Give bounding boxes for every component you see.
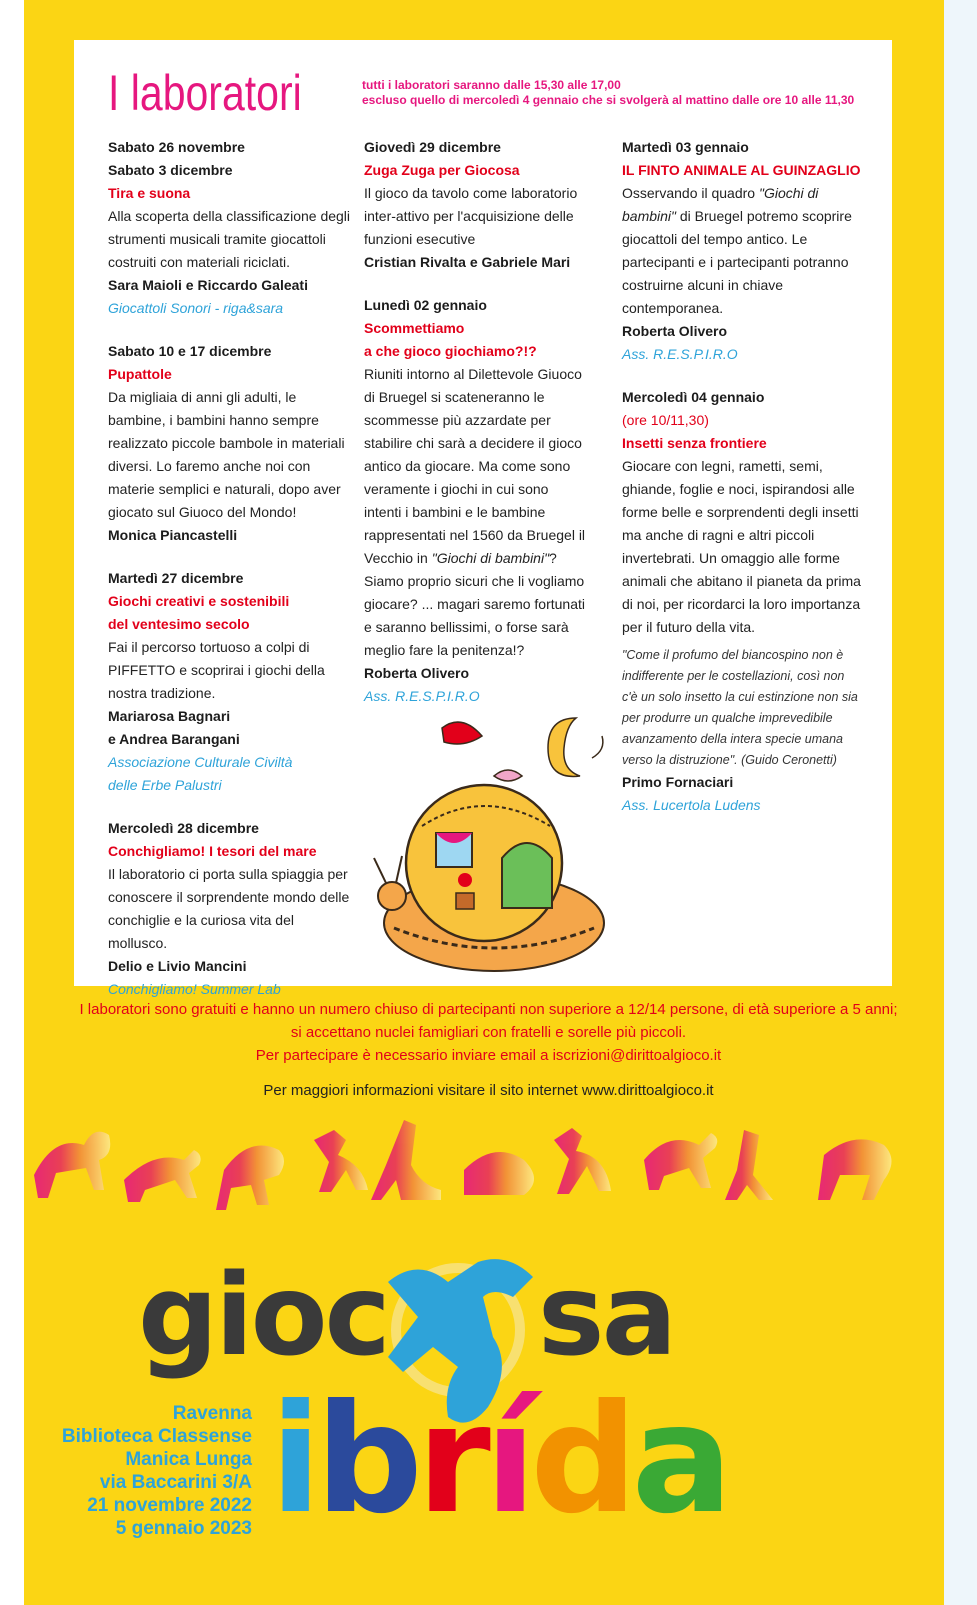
workshop-description: Alla scoperta della classificazione degli strumenti musicali tramite giocattoli costruiti con materiali riciclati. (108, 208, 351, 270)
info-line: Per partecipare è necessario inviare email a iscrizioni@dirittoalgioco.it (255, 1047, 722, 1064)
workshop-date: Sabato 26 novembre (108, 139, 245, 155)
logo-letter: d (530, 1373, 632, 1547)
participation-info (0, 998, 977, 1102)
workshop-organization: Conchigliamo! Summer Lab (108, 981, 281, 997)
workshop-leader: Sara Maioli e Riccardo Galeati (108, 277, 308, 293)
side-strip (944, 0, 977, 1605)
logo-letter: a (631, 1373, 727, 1547)
workshop-leader: Roberta Olivero (622, 323, 728, 339)
schedule-note-line2: escluso quello di mercoledì 4 gennaio che si svolgerà al mattino dalle ore 10 alle 11,30 (362, 93, 855, 107)
page-title: I laboratori (108, 65, 302, 121)
logo-text: gioc (138, 1251, 388, 1381)
venue-place: Biblioteca Classense (61, 1426, 252, 1447)
painting-title: "Giochi di bambini" (431, 550, 550, 566)
workshop-description (364, 363, 589, 662)
workshop-leader: Monica Piancastelli (108, 527, 238, 543)
workshop-title: del ventesimo secolo (108, 616, 250, 632)
event-end-date: 5 gennaio 2023 (115, 1518, 252, 1539)
description-text: di Bruegel potremo scoprire giocattoli del tempo antico. Le partecipanti e i partecipanti potranno costruirne alcuni in chiave contemporanea. (622, 208, 852, 316)
venue-info (40, 1402, 252, 1540)
workshop-title: a che gioco giochiamo?!? (364, 343, 537, 359)
workshop-title: IL FINTO ANIMALE AL GUINZAGLIO (622, 162, 861, 178)
workshop-organization: Ass. R.E.S.P.I.R.O (622, 346, 738, 362)
workshop-date: Martedì 27 dicembre (108, 570, 244, 586)
workshop-description (622, 182, 862, 320)
snail-house-illustration (344, 708, 614, 978)
workshop-description: Giocare con legni, rametti, semi, ghiande, foglie e noci, ispirandosi alle forme belle e sorprendenti degli insetti ma anche di ragni e altri piccoli invertebrati. Un omaggio alle forme animali che abitano il pianeta da prima di noi, per ricordarci la loro importanza per il futuro della vita. (622, 458, 861, 635)
acrobat-silhouettes (24, 1100, 944, 1210)
workshop-title: Giochi creativi e sostenibili (108, 593, 290, 609)
workshop-date: Mercoledì 04 gennaio (622, 389, 765, 405)
workshop-title: Tira e suona (108, 185, 191, 201)
website-info: Per maggiori informazioni visitare il sito internet www.dirittoalgioco.it (263, 1082, 714, 1099)
workshop-leader: Cristian Rivalta e Gabriele Mari (364, 254, 571, 270)
logo-text: sa (537, 1251, 675, 1381)
workshop-title: Scommettiamo (364, 320, 465, 336)
workshop-description: Il laboratorio ci porta sulla spiaggia per conoscere il sorprendente mondo delle conchiglie e la curiosa vita del mollusco. (108, 866, 350, 951)
workshop-description: Il gioco da tavolo come laboratorio inter-attivo per l'acquisizione delle funzioni esecutive (364, 185, 578, 247)
column-1 (108, 136, 353, 1021)
workshop-organization: Giocattoli Sonori - riga&sara (108, 300, 284, 316)
painting-title: "Giochi di bambini" (622, 185, 819, 224)
workshop-finto-animale (622, 136, 862, 366)
schedule-note-line1: tutti i laboratori saranno dalle 15,30 alle 17,00 (362, 78, 621, 92)
workshop-date: Martedì 03 gennaio (622, 139, 749, 155)
info-line: si accettano nuclei famigliari con fratelli e sorelle più piccoli. (290, 1024, 687, 1041)
workshop-date: Giovedì 29 dicembre (364, 139, 501, 155)
venue-place: Manica Lunga (125, 1449, 252, 1470)
ibrida-logo-text (270, 1373, 727, 1547)
workshop-leader: Mariarosa Bagnari (108, 708, 231, 724)
workshop-scommettiamo (364, 294, 589, 708)
workshop-tira-e-suona (108, 136, 353, 320)
workshop-quote: "Come il profumo del biancospino non è indifferente per le costellazioni, così non c'è un solo insetto la cui estinzione non sia per produrre un qualche imprevedibile avanzamento della intera specie umana verso la distruzione". (Guido Ceronetti) (622, 648, 858, 767)
workshop-insetti (622, 386, 862, 817)
info-line: I laboratori sono gratuiti e hanno un numero chiuso di partecipanti non superiore a 12/14 persone, di età superiore a 5 anni; (79, 1001, 898, 1018)
workshop-title: Conchigliamo! I tesori del mare (108, 843, 317, 859)
program-sheet (74, 40, 892, 997)
workshop-giochi-creativi (108, 567, 353, 797)
event-start-date: 21 novembre 2022 (87, 1495, 252, 1516)
description-text: Riuniti intorno al Dilettevole Giuoco di Bruegel si scateneranno le scommesse più azzardate per stabilire chi sarà a decidere il gioco antico da giocare. Ma come sono veramente i giochi in cui sono intenti i bambini e le bambine rappresentati nel 1560 da Bruegel il Vecchio in (364, 366, 586, 566)
workshop-hours: (ore 10/11,30) (622, 412, 709, 428)
workshop-date: Mercoledì 28 dicembre (108, 820, 259, 836)
workshop-title: Zuga Zuga per Giocosa (364, 162, 520, 178)
logo-letter: i (270, 1373, 316, 1547)
workshop-description: Fai il percorso tortuoso a colpi di PIFFETTO e scoprirai i giochi della nostra tradizione. (108, 639, 325, 701)
workshop-conchigliamo (108, 817, 353, 1001)
workshop-pupattole (108, 340, 353, 547)
workshop-organization: Ass. Lucertola Ludens (622, 797, 761, 813)
workshop-title: Pupattole (108, 366, 172, 382)
column-3 (622, 136, 862, 837)
workshop-leader: Primo Fornaciari (622, 774, 734, 790)
schedule-note (362, 78, 892, 108)
workshop-title: Insetti senza frontiere (622, 435, 767, 451)
workshop-description: Da migliaia di anni gli adulti, le bambine, i bambini hanno sempre realizzato piccole bambole in materiali diversi. Lo faremo anche noi con materie semplici e naturali, dopo aver giocato sul Giuoco del Mondo! (108, 389, 345, 520)
workshop-leader: e Andrea Barangani (108, 731, 240, 747)
workshop-organization: Associazione Culturale Civiltà (108, 754, 293, 770)
workshop-leader: Roberta Olivero (364, 665, 470, 681)
description-text: Osservando il quadro (622, 185, 759, 201)
workshop-date: Sabato 10 e 17 dicembre (108, 343, 272, 359)
workshop-organization: Ass. R.E.S.P.I.R.O (364, 688, 480, 704)
workshop-date: Lunedì 02 gennaio (364, 297, 487, 313)
description-text: ? Siamo proprio sicuri che li vogliamo giocare? ... magari saremo fortunati e saranno bellissimi, o forse sarà meglio fare la penitenza!? (364, 550, 585, 658)
venue-city: Ravenna (172, 1403, 252, 1424)
workshop-leader: Delio e Livio Mancini (108, 958, 247, 974)
logo-letter: í (484, 1373, 531, 1547)
workshop-date: Sabato 3 dicembre (108, 162, 233, 178)
logo-letter: b (315, 1373, 417, 1547)
logo-letter: r (416, 1373, 485, 1547)
column-2 (364, 136, 589, 728)
venue-address: via Baccarini 3/A (99, 1472, 252, 1493)
workshop-zuga-zuga (364, 136, 589, 274)
workshop-organization: delle Erbe Palustri (108, 777, 222, 793)
